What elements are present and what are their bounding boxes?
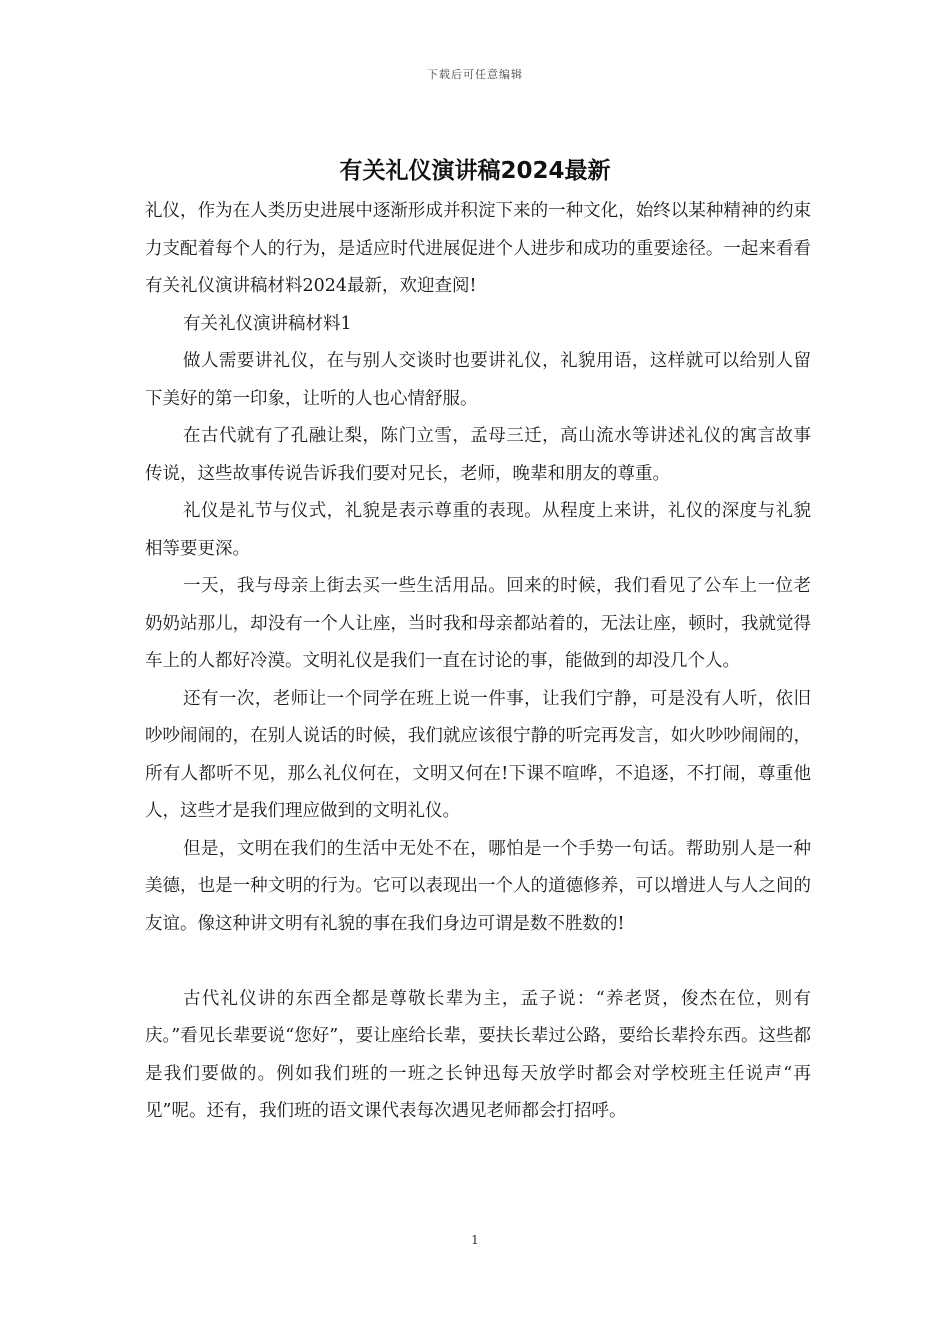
section-heading: 有关礼仪演讲稿材料1 xyxy=(183,313,352,334)
intro-paragraph: 礼仪，作为在人类历史进展中逐渐形成并积淀下来的一种文化，始终以某种精神的约束力支配着每个人的行为，是适应时代进展促进个人进步和成功的重要途径。一起来看看有关礼仪演讲稿材料2024最新，欢迎查阅! xyxy=(145,201,811,296)
document-title: 有关礼仪演讲稿2024最新 xyxy=(339,158,611,184)
body-paragraph: 古代礼仪讲的东西全都是尊敬长辈为主，孟子说：“养老贤，俊杰在位，则有庆。”看见长辈要说“您好”，要让座给长辈，要扶长辈过公路，要给长辈拎东西。这些都是我们要做的。例如我们班的一班之长钟迅每天放学时都会对学校班主任说声“再见”呢。还有，我们班的语文课代表每次遇见老师都会打招呼。 xyxy=(145,988,811,1121)
paragraph-spacer xyxy=(145,943,811,981)
body-paragraph: 一天，我与母亲上街去买一些生活用品。回来的时候，我们看见了公车上一位老奶奶站那儿，却没有一个人让座，当时我和母亲都站着的，无法让座，顿时，我就觉得车上的人都好冷漠。文明礼仪是我们一直在讨论的事，能做到的却没几个人。 xyxy=(145,576,811,671)
body-paragraph: 在古代就有了孔融让梨，陈门立雪，孟母三迁，高山流水等讲述礼仪的寓言故事传说，这些故事传说告诉我们要对兄长，老师，晚辈和朋友的尊重。 xyxy=(145,426,811,484)
body-paragraph: 做人需要讲礼仪，在与别人交谈时也要讲礼仪，礼貌用语，这样就可以给别人留下美好的第一印象，让听的人也心情舒服。 xyxy=(145,351,811,409)
header-note: 下载后可任意编辑 xyxy=(427,68,523,81)
body-paragraph: 还有一次，老师让一个同学在班上说一件事，让我们宁静，可是没有人听，依旧吵吵闹闹的，在别人说话的时候，我们就应该很宁静的听完再发言，如火吵吵闹闹的，所有人都听不见，那么礼仪何在，文明又何在!下课不喧哗，不追逐，不打闹，尊重他人，这些才是我们理应做到的文明礼仪。 xyxy=(145,688,811,821)
body-paragraph: 礼仪是礼节与仪式，礼貌是表示尊重的表现。从程度上来讲，礼仪的深度与礼貌相等要更深。 xyxy=(145,501,811,559)
page-number: 1 xyxy=(471,1233,479,1247)
document-body xyxy=(145,193,811,1131)
body-paragraph: 但是，文明在我们的生活中无处不在，哪怕是一个手势一句话。帮助别人是一种美德，也是一种文明的行为。它可以表现出一个人的道德修养，可以增进人与人之间的友谊。像这种讲文明有礼貌的事在我们身边可谓是数不胜数的! xyxy=(145,838,811,934)
